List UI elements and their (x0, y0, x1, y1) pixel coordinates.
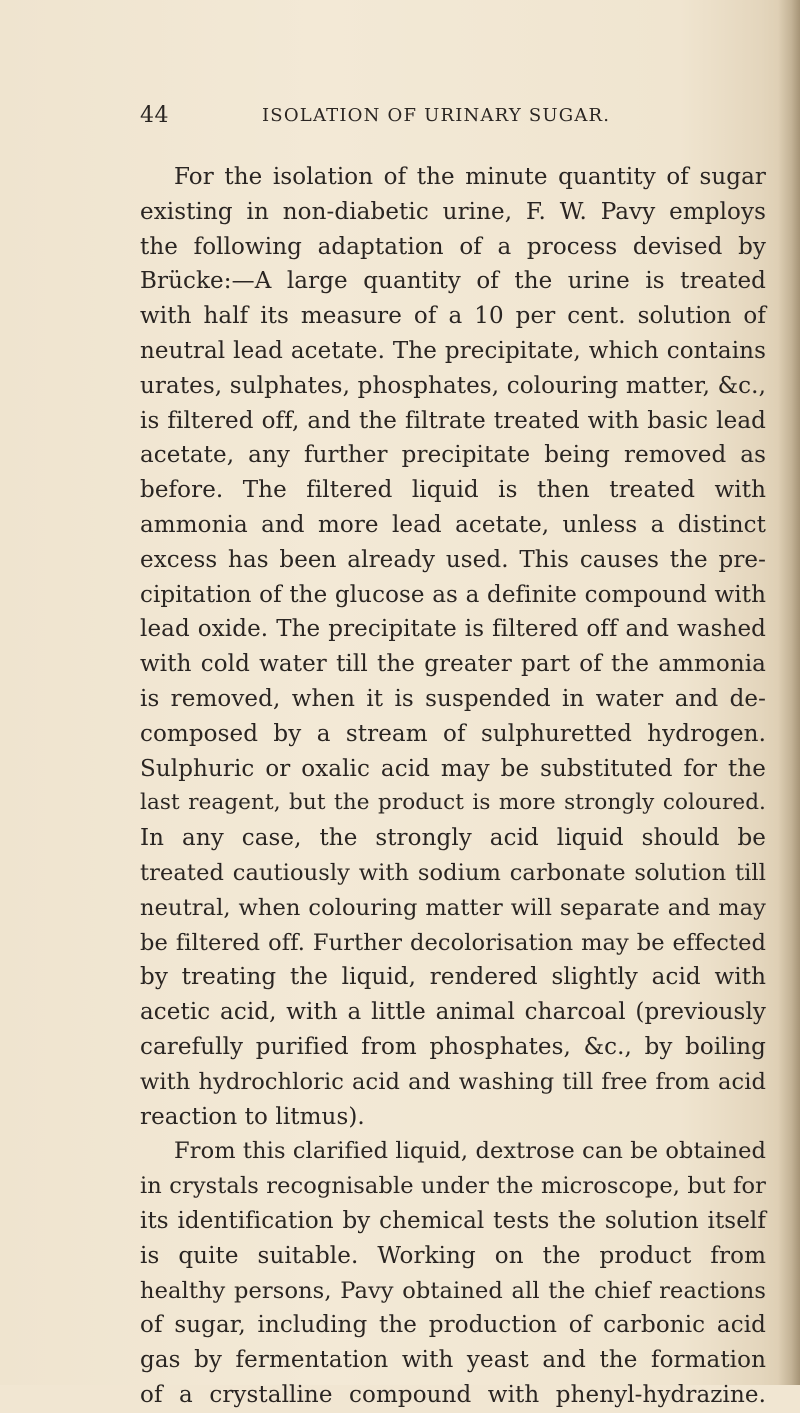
page-edge-shadow (778, 0, 800, 1385)
text-line: composed by a stream of sulphuretted hydrogen. (140, 720, 766, 747)
text-line: in crystals recognisable under the microscope, but for (140, 1173, 766, 1200)
text-line: neutral lead acetate. The precipitate, which contains (140, 337, 766, 364)
text-line: excess has been already used. This causes the pre- (140, 546, 766, 573)
text-line: before. The filtered liquid is then treated with (140, 477, 766, 504)
text-line: neutral, when colouring matter will separate and may (140, 894, 766, 921)
text-line: with hydrochloric acid and washing till free from acid (140, 1068, 766, 1095)
text-line: last reagent, but the product is more strongly coloured. (140, 790, 766, 816)
text-line: of a crystalline compound with phenyl-hydrazine. (140, 1381, 766, 1408)
text-line: by treating the liquid, rendered slightly acid with (140, 964, 766, 991)
text-line: with cold water till the greater part of the ammonia (140, 651, 766, 678)
text-line: acetic acid, with a little animal charcoal (previously (140, 999, 766, 1026)
text-line: the following adaptation of a process devised by (140, 233, 766, 260)
text-line: its identification by chemical tests the solution itself (140, 1207, 766, 1234)
text-line: From this clarified liquid, dextrose can be obtained (174, 1138, 766, 1165)
text-line: healthy persons, Pavy obtained all the chief reactions (140, 1277, 766, 1304)
text-line: be filtered off. Further decolorisation may be effected (140, 929, 766, 956)
text-line: is filtered off, and the filtrate treated with basic lead (140, 407, 766, 434)
text-line: reaction to litmus). (140, 1103, 365, 1130)
text-line: existing in non-diabetic urine, F. W. Pavy employs (140, 198, 766, 225)
page-header (140, 103, 766, 135)
text-line: In any case, the strongly acid liquid should be (140, 825, 766, 852)
text-line: of sugar, including the production of carbonic acid (140, 1312, 766, 1339)
text-line: urates, sulphates, phosphates, colouring matter, &c., (140, 372, 766, 399)
text-line: cipitation of the glucose as a definite compound with (140, 581, 766, 608)
text-line: acetate, any further precipitate being removed as (140, 442, 766, 469)
text-line: Sulphuric or oxalic acid may be substituted for the (140, 755, 766, 782)
text-line: lead oxide. The precipitate is filtered off and washed (140, 616, 766, 643)
text-line: gas by fermentation with yeast and the formation (140, 1347, 766, 1374)
body-text (140, 160, 766, 1413)
running-title: ISOLATION OF URINARY SUGAR. (262, 105, 611, 126)
page-number: 44 (140, 103, 169, 128)
text-line: carefully purified from phosphates, &c., by boiling (140, 1033, 766, 1060)
text-line: with half its measure of a 10 per cent. solution of (140, 303, 766, 330)
text-line: Brücke:—A large quantity of the urine is treated (140, 268, 766, 295)
text-line: For the isolation of the minute quantity of sugar (174, 164, 766, 190)
text-line: treated cautiously with sodium carbonate solution till (140, 859, 766, 886)
text-line: is quite suitable. Working on the product from (140, 1242, 766, 1269)
text-line: ammonia and more lead acetate, unless a distinct (140, 511, 766, 538)
text-line: is removed, when it is suspended in water and de- (140, 685, 766, 712)
